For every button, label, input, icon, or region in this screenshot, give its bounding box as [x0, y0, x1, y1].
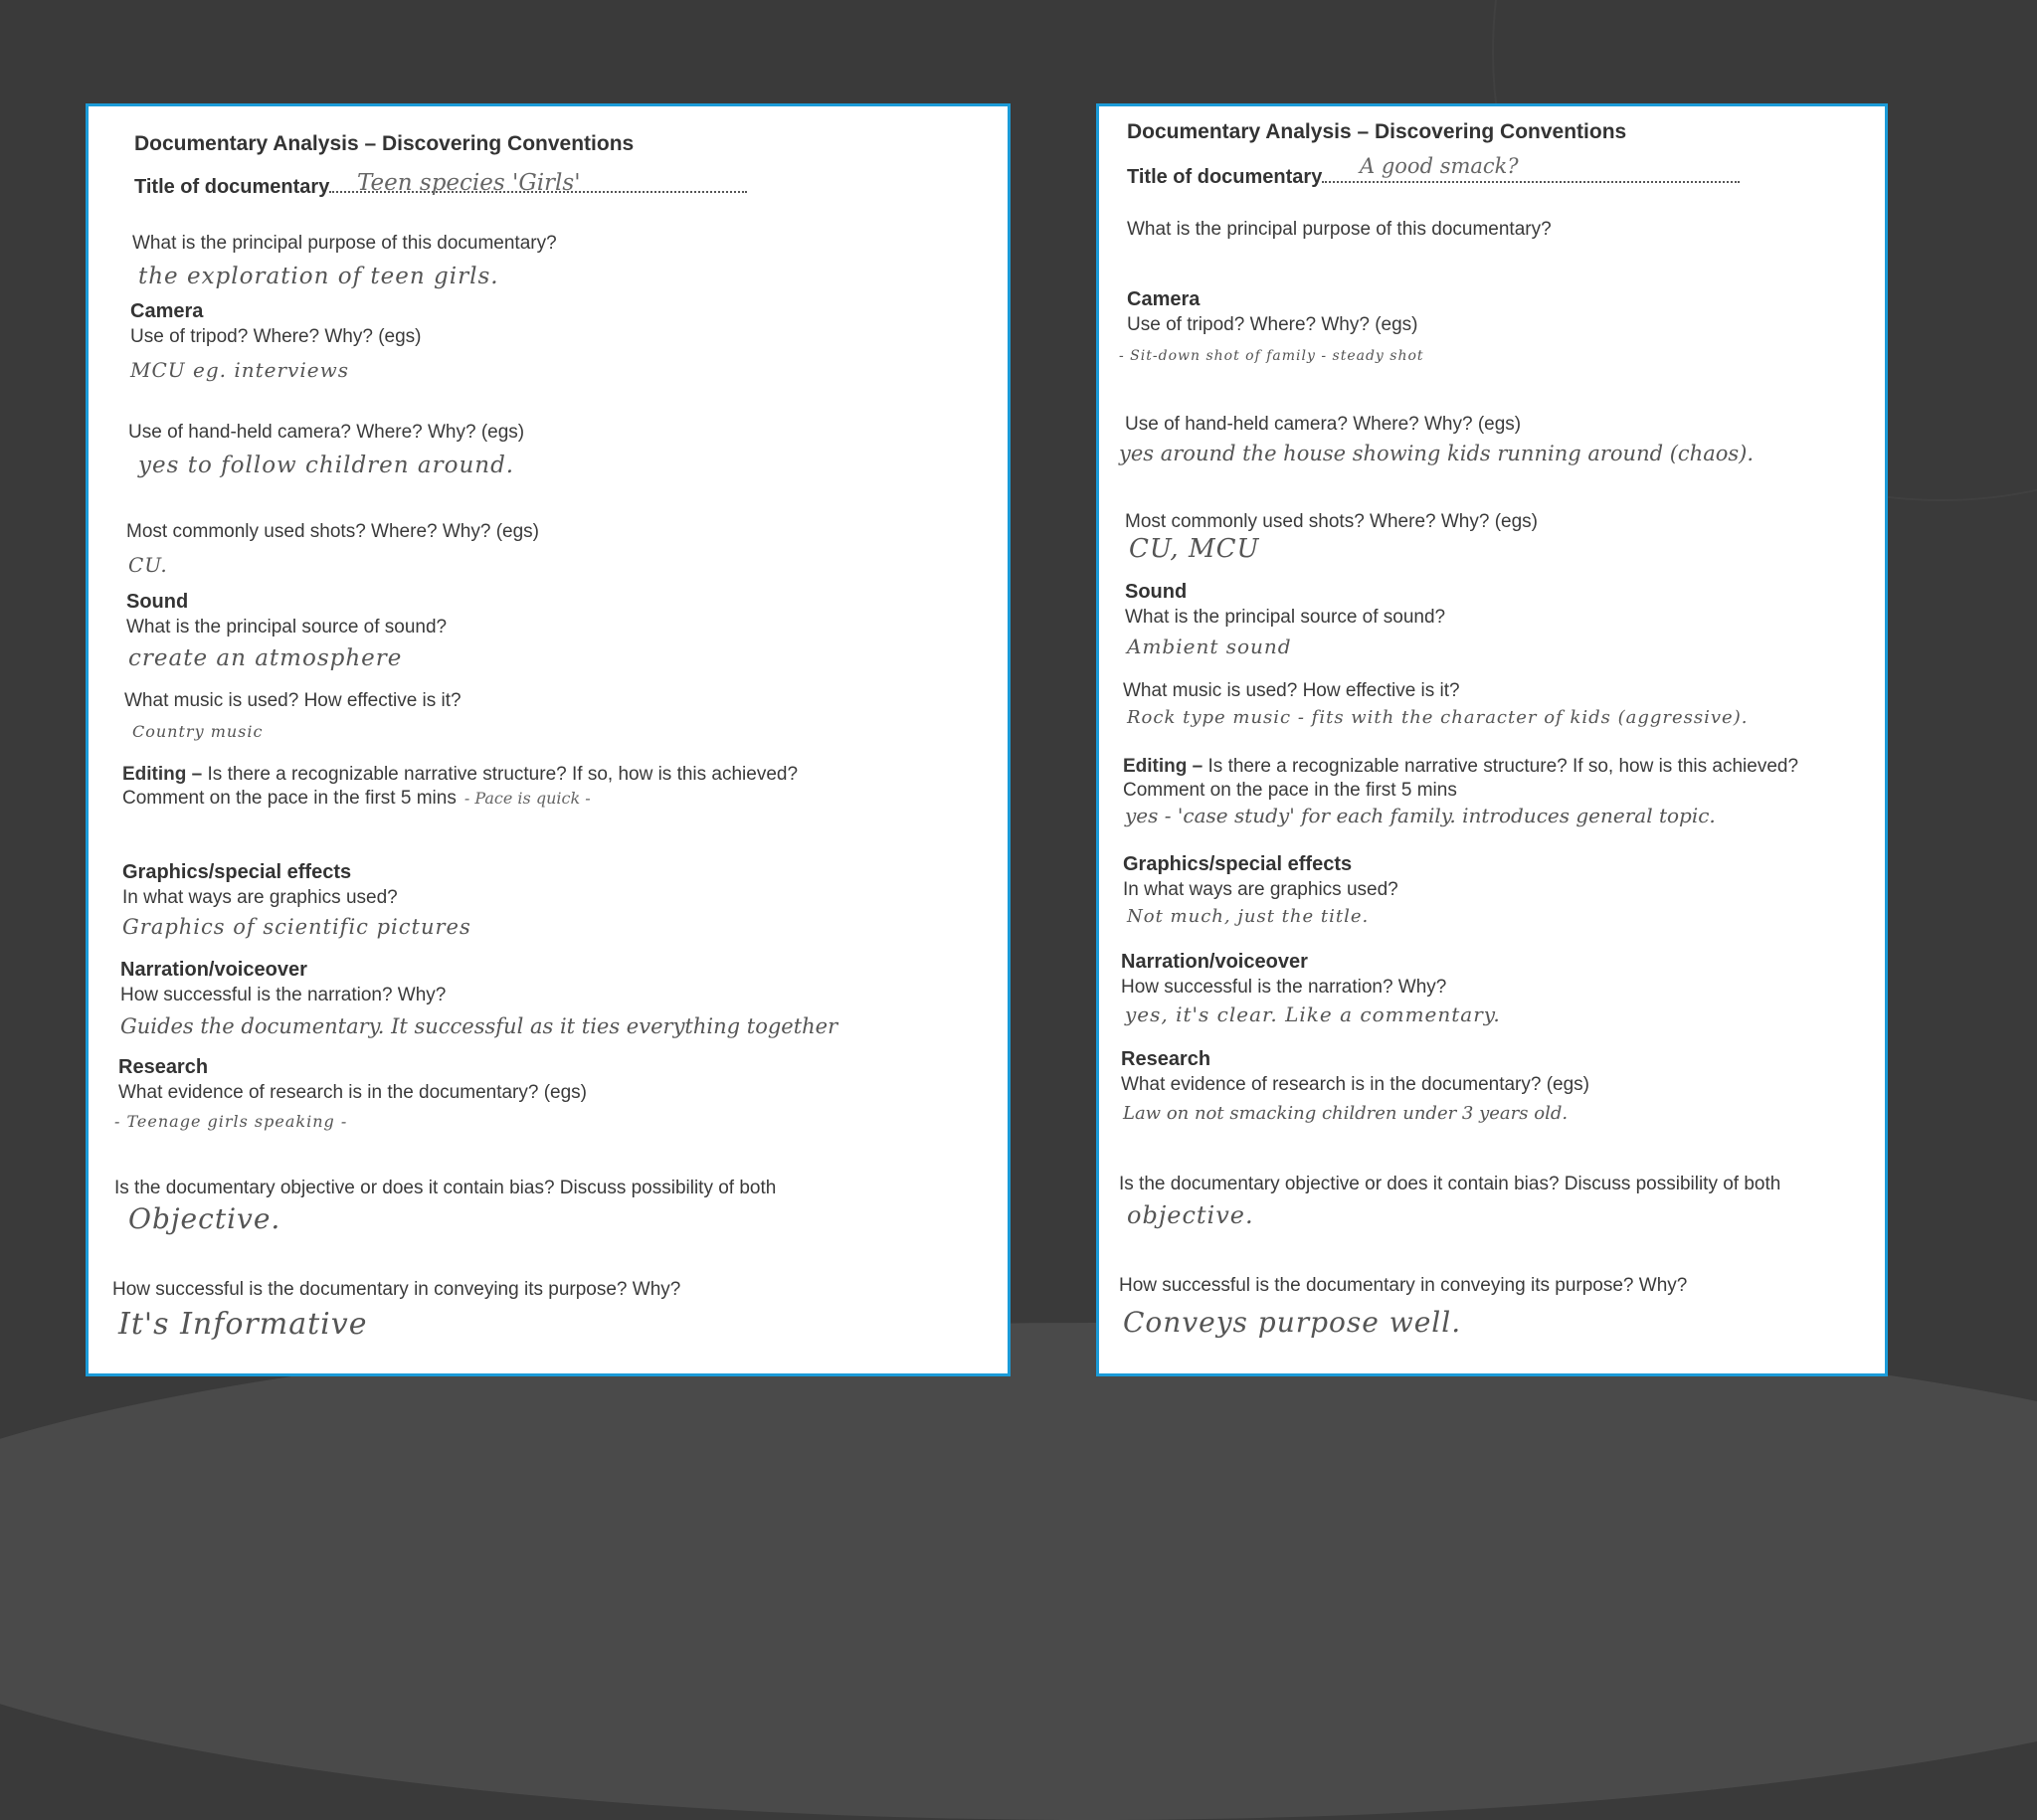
music-question: What music is used? How effective is it?: [124, 690, 462, 711]
tripod-answer: - Sit-down shot of family - steady shot: [1119, 348, 1424, 364]
bias-answer: objective.: [1127, 1201, 1254, 1229]
shots-answer: CU.: [128, 553, 168, 577]
worksheet-title: Documentary Analysis – Discovering Conventions: [134, 132, 635, 155]
success-answer: It's Informative: [118, 1307, 368, 1342]
research-question: What evidence of research is in the documentary? (egs): [118, 1082, 588, 1103]
success-question: How successful is the documentary in conveying its purpose? Why?: [112, 1279, 681, 1300]
sound-heading: Sound: [126, 591, 189, 613]
graphics-question: In what ways are graphics used?: [1123, 879, 1398, 900]
research-question: What evidence of research is in the documentary? (egs): [1121, 1074, 1590, 1095]
editing-heading: Editing –: [1123, 756, 1204, 777]
narration-heading: Narration/voiceover: [1121, 951, 1308, 973]
camera-heading: Camera: [130, 300, 204, 322]
research-heading: Research: [1121, 1048, 1211, 1070]
bias-answer: Objective.: [128, 1202, 281, 1235]
pace-answer: yes - 'case study' for each family. introduces general topic.: [1125, 804, 1716, 827]
handheld-answer: yes to follow children around.: [138, 453, 515, 478]
bias-question: Is the documentary objective or does it contain bias? Discuss possibility of both: [1119, 1174, 1781, 1194]
narration-question: How successful is the narration? Why?: [1121, 977, 1447, 998]
purpose-question: What is the principal purpose of this documentary?: [1127, 219, 1552, 240]
title-dotted-line: [1322, 181, 1740, 183]
worksheet-right: [1096, 103, 1888, 1376]
music-answer: Country music: [132, 722, 264, 741]
purpose-question: What is the principal purpose of this documentary?: [132, 233, 557, 254]
graphics-heading: Graphics/special effects: [122, 861, 352, 883]
background-swoosh: [0, 1323, 2037, 1820]
graphics-answer: Graphics of scientific pictures: [122, 915, 471, 939]
worksheet-left: [86, 103, 1011, 1376]
title-answer: Teen species 'Girls': [357, 170, 581, 196]
camera-heading: Camera: [1127, 288, 1201, 310]
shots-answer: CU, MCU: [1129, 534, 1260, 564]
tripod-answer: MCU eg. interviews: [130, 358, 349, 382]
research-answer: - Teenage girls speaking -: [114, 1112, 348, 1131]
handheld-question: Use of hand-held camera? Where? Why? (egs): [128, 422, 525, 443]
editing-heading: Editing –: [122, 764, 203, 785]
shots-question: Most commonly used shots? Where? Why? (egs): [126, 521, 539, 542]
research-answer: Law on not smacking children under 3 years old.: [1123, 1103, 1569, 1124]
editing-question: Editing – Is there a recognizable narrative structure? If so, how is this achieved?: [122, 764, 799, 785]
tripod-question: Use of tripod? Where? Why? (egs): [130, 326, 422, 347]
narration-answer: yes, it's clear. Like a commentary.: [1125, 1002, 1501, 1026]
pace-answer: - Pace is quick -: [463, 789, 591, 808]
worksheet-title: Documentary Analysis – Discovering Conventions: [1127, 120, 1627, 143]
graphics-heading: Graphics/special effects: [1123, 853, 1353, 875]
sound-question: What is the principal source of sound?: [126, 617, 448, 637]
tripod-question: Use of tripod? Where? Why? (egs): [1127, 314, 1418, 335]
narration-heading: Narration/voiceover: [120, 959, 307, 981]
pace-question: Comment on the pace in the first 5 mins: [1123, 780, 1457, 801]
sound-answer: create an atmosphere: [128, 645, 403, 671]
title-label: Title of documentary: [1127, 166, 1323, 188]
sound-heading: Sound: [1125, 581, 1188, 603]
bias-question: Is the documentary objective or does it contain bias? Discuss possibility of both: [114, 1178, 777, 1198]
narration-question: How successful is the narration? Why?: [120, 985, 447, 1005]
research-heading: Research: [118, 1056, 209, 1078]
graphics-question: In what ways are graphics used?: [122, 887, 398, 908]
pace-question: Comment on the pace in the first 5 mins - Pace is quick -: [122, 788, 591, 809]
music-answer: Rock type music - fits with the character of kids (aggressive).: [1127, 707, 1749, 728]
music-question: What music is used? How effective is it?: [1123, 680, 1460, 701]
shots-question: Most commonly used shots? Where? Why? (egs): [1125, 511, 1538, 532]
sound-answer: Ambient sound: [1127, 635, 1292, 658]
narration-answer: Guides the documentary. It successful as it ties everything together: [120, 1014, 838, 1038]
success-answer: Conveys purpose well.: [1123, 1306, 1462, 1339]
handheld-answer: yes around the house showing kids running around (chaos).: [1119, 442, 1754, 465]
title-label: Title of documentary: [134, 176, 330, 198]
title-answer: A good smack?: [1360, 154, 1519, 178]
purpose-answer: the exploration of teen girls.: [138, 264, 499, 289]
success-question: How successful is the documentary in conveying its purpose? Why?: [1119, 1275, 1688, 1296]
handheld-question: Use of hand-held camera? Where? Why? (egs): [1125, 414, 1522, 435]
graphics-answer: Not much, just the title.: [1127, 906, 1370, 927]
sound-question: What is the principal source of sound?: [1125, 607, 1446, 628]
editing-question: Editing – Is there a recognizable narrative structure? If so, how is this achieved?: [1123, 756, 1799, 777]
